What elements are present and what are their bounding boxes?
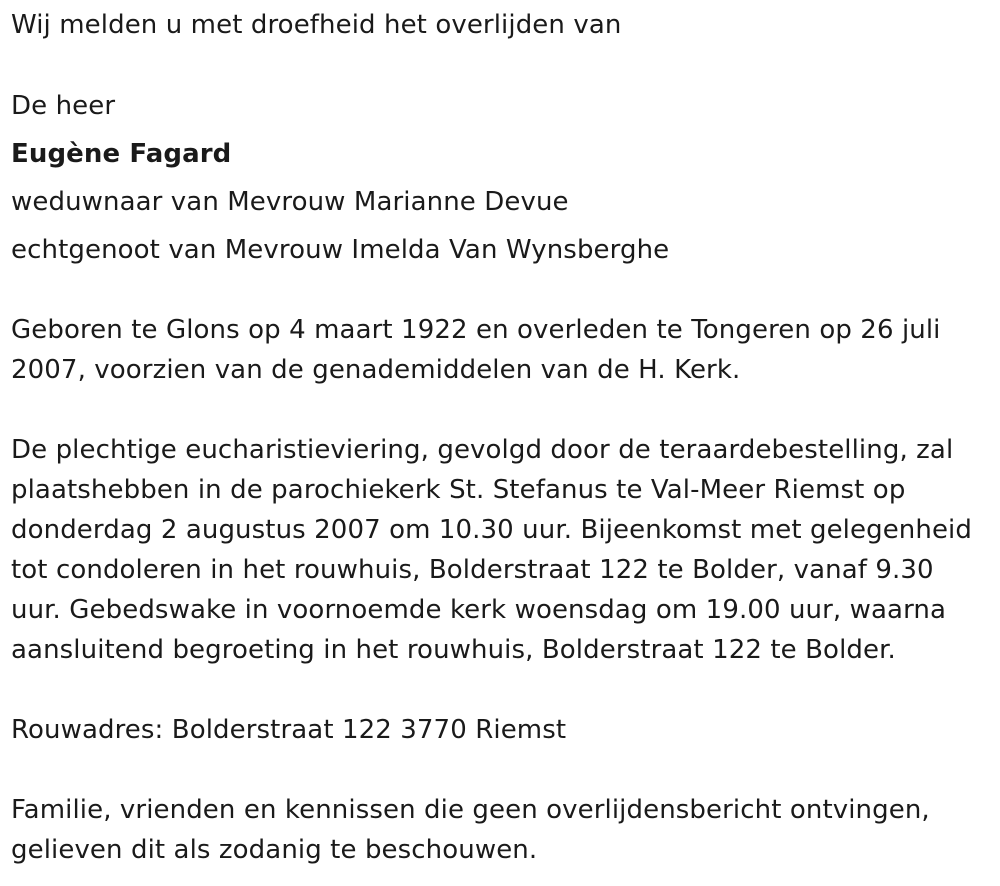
intro-text: Wij melden u met droefheid het overlijden van xyxy=(11,10,622,40)
spouse-line: echtgenoot van Mevrouw Imelda Van Wynsberghe xyxy=(11,235,670,265)
closing-paragraph: Familie, vrienden en kennissen die geen overlijdensbericht ontvingen, gelieven dit als zodanig te beschouwen. xyxy=(11,795,930,865)
widower-line: weduwnaar van Mevrouw Marianne Devue xyxy=(11,187,569,217)
mourning-address: Rouwadres: Bolderstraat 122 3770 Riemst xyxy=(11,715,567,745)
birth-death-paragraph: Geboren te Glons op 4 maart 1922 en overleden te Tongeren op 26 juli 2007, voorzien van de genademiddelen van de H. Kerk. xyxy=(11,315,941,385)
salutation: De heer xyxy=(11,91,116,121)
deceased-name: Eugène Fagard xyxy=(11,139,232,169)
ceremony-paragraph: De plechtige eucharistieviering, gevolgd door de teraardebestelling, zal plaatshebben in de parochiekerk St. Stefanus te Val-Meer Riemst op donderdag 2 augustus 2007 om 10.30 uur. Bijeenkomst met gelegenheid tot condoleren in het rouwhuis, Bolderstraat 122 te Bolder, vanaf 9.30 uur. Gebedswake in voornoemde kerk woensdag om 19.00 uur, waarna aansluitend begroeting in het rouwhuis, Bolderstraat 122 te Bolder. xyxy=(11,435,972,665)
